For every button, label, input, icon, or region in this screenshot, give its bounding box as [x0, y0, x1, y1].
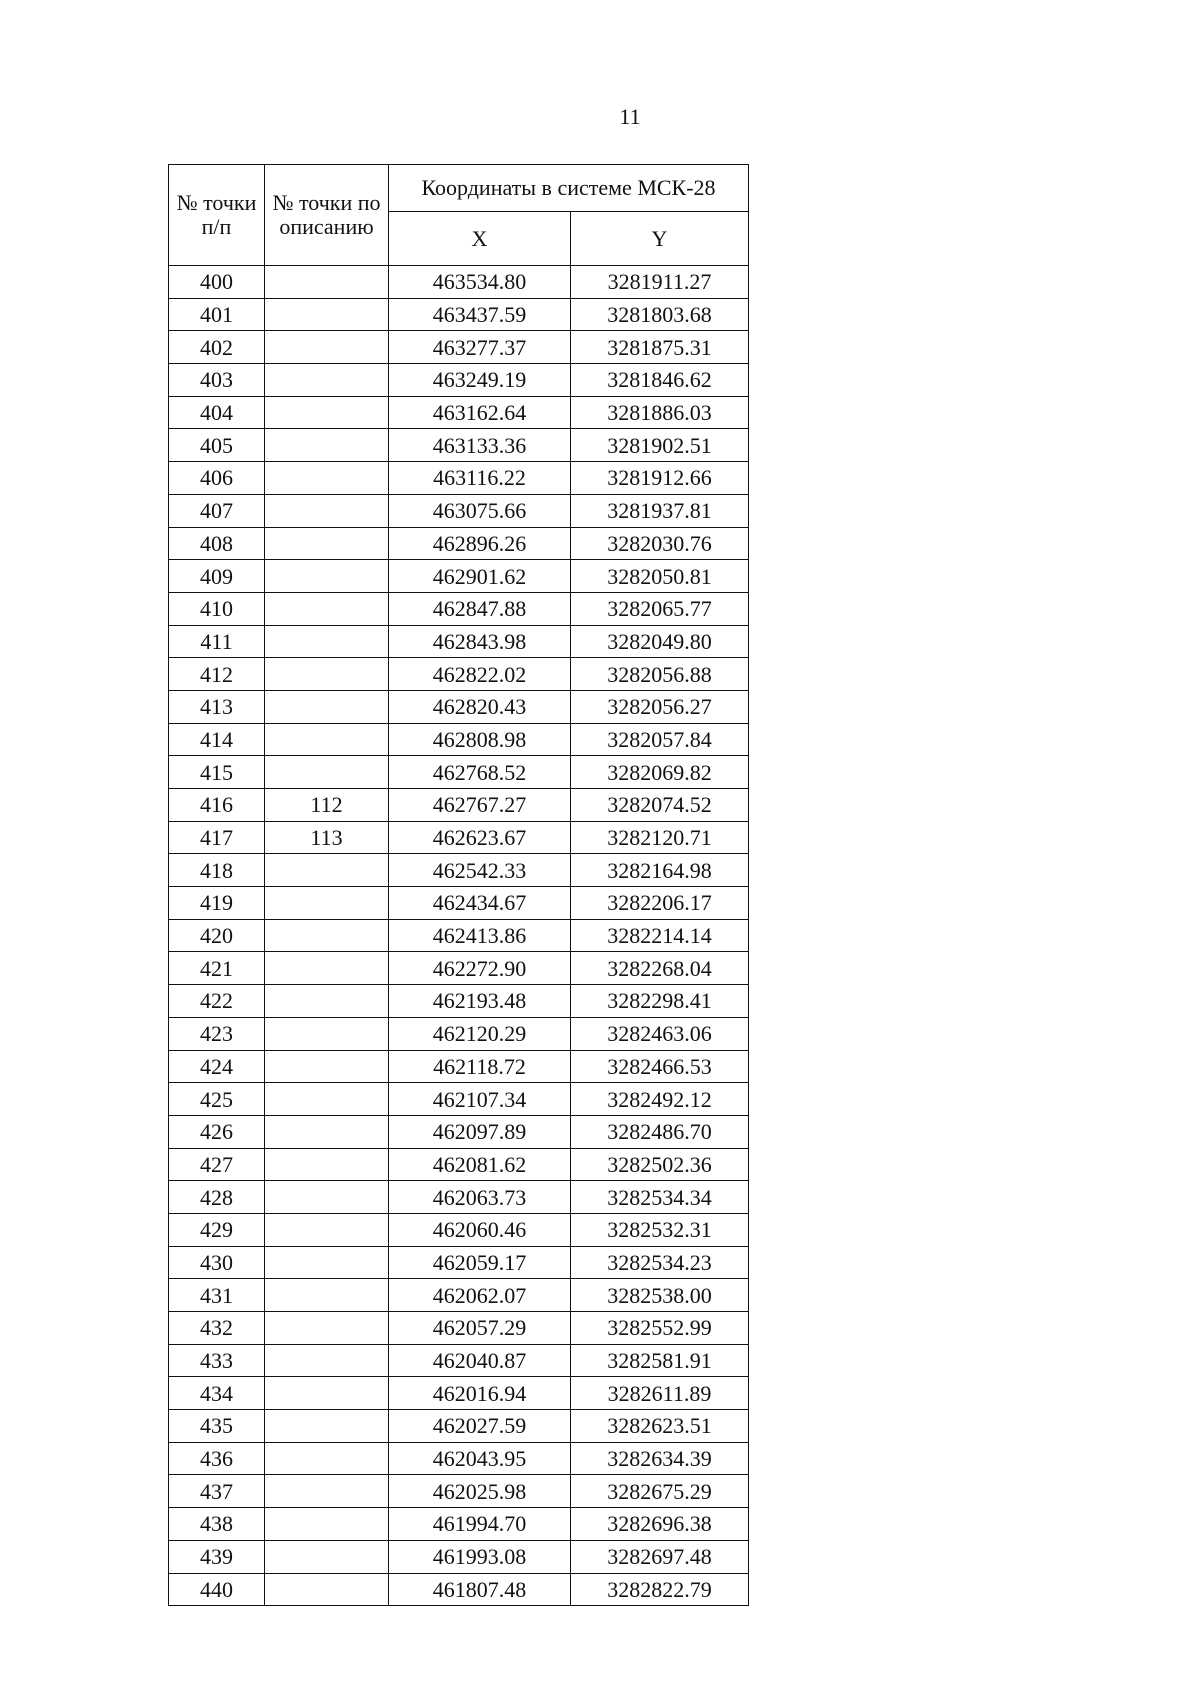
cell-y: 3282120.71 [571, 821, 749, 854]
cell-y: 3282538.00 [571, 1279, 749, 1312]
cell-point-number: 424 [169, 1050, 265, 1083]
cell-point-number: 401 [169, 298, 265, 331]
table-row [169, 1475, 749, 1508]
cell-x: 462434.67 [389, 887, 571, 920]
cell-y: 3282534.34 [571, 1181, 749, 1214]
table-row [169, 1344, 749, 1377]
header-y: Y [571, 212, 749, 266]
cell-y: 3282030.76 [571, 527, 749, 560]
cell-point-description [265, 985, 389, 1018]
cell-point-number: 421 [169, 952, 265, 985]
cell-y: 3281937.81 [571, 494, 749, 527]
cell-x: 463116.22 [389, 462, 571, 495]
cell-x: 462272.90 [389, 952, 571, 985]
cell-point-description [265, 1246, 389, 1279]
cell-y: 3281886.03 [571, 396, 749, 429]
cell-y: 3282463.06 [571, 1017, 749, 1050]
cell-point-description [265, 658, 389, 691]
cell-point-number: 405 [169, 429, 265, 462]
cell-x: 462413.86 [389, 919, 571, 952]
cell-point-description [265, 690, 389, 723]
cell-x: 462120.29 [389, 1017, 571, 1050]
cell-point-number: 413 [169, 690, 265, 723]
cell-y: 3282069.82 [571, 756, 749, 789]
cell-point-description [265, 723, 389, 756]
table-row [169, 1083, 749, 1116]
cell-point-description: 113 [265, 821, 389, 854]
cell-point-description [265, 1279, 389, 1312]
cell-x: 461807.48 [389, 1573, 571, 1606]
cell-point-description [265, 854, 389, 887]
table-row [169, 331, 749, 364]
cell-point-number: 418 [169, 854, 265, 887]
cell-y: 3282581.91 [571, 1344, 749, 1377]
cell-y: 3282552.99 [571, 1312, 749, 1345]
cell-point-description [265, 1083, 389, 1116]
cell-point-number: 411 [169, 625, 265, 658]
table-row [169, 1148, 749, 1181]
table-row [169, 756, 749, 789]
table-row [169, 1050, 749, 1083]
cell-point-number: 436 [169, 1442, 265, 1475]
cell-x: 462767.27 [389, 789, 571, 822]
cell-point-description [265, 331, 389, 364]
cell-x: 461993.08 [389, 1540, 571, 1573]
cell-x: 462768.52 [389, 756, 571, 789]
cell-point-description [265, 919, 389, 952]
cell-y: 3282057.84 [571, 723, 749, 756]
cell-y: 3281875.31 [571, 331, 749, 364]
cell-x: 462057.29 [389, 1312, 571, 1345]
table-row [169, 429, 749, 462]
cell-y: 3282675.29 [571, 1475, 749, 1508]
cell-point-number: 419 [169, 887, 265, 920]
cell-y: 3282611.89 [571, 1377, 749, 1410]
cell-point-number: 425 [169, 1083, 265, 1116]
cell-point-number: 404 [169, 396, 265, 429]
table-row [169, 887, 749, 920]
cell-x: 463075.66 [389, 494, 571, 527]
cell-x: 462040.87 [389, 1344, 571, 1377]
table-row [169, 396, 749, 429]
cell-point-number: 429 [169, 1213, 265, 1246]
cell-x: 461994.70 [389, 1508, 571, 1541]
cell-point-description [265, 952, 389, 985]
cell-point-description [265, 1017, 389, 1050]
table-row [169, 952, 749, 985]
table-row [169, 1312, 749, 1345]
cell-point-number: 433 [169, 1344, 265, 1377]
table-row [169, 462, 749, 495]
cell-point-description [265, 364, 389, 397]
table-row [169, 854, 749, 887]
table-row [169, 266, 749, 299]
cell-point-description [265, 1312, 389, 1345]
cell-y: 3282822.79 [571, 1573, 749, 1606]
page-number: 11 [619, 104, 641, 129]
cell-y: 3282206.17 [571, 887, 749, 920]
cell-x: 463162.64 [389, 396, 571, 429]
cell-point-description [265, 1148, 389, 1181]
cell-x: 462059.17 [389, 1246, 571, 1279]
cell-point-number: 428 [169, 1181, 265, 1214]
cell-point-description [265, 298, 389, 331]
cell-point-number: 406 [169, 462, 265, 495]
cell-y: 3282696.38 [571, 1508, 749, 1541]
cell-x: 462081.62 [389, 1148, 571, 1181]
cell-x: 462097.89 [389, 1115, 571, 1148]
cell-point-description [265, 560, 389, 593]
cell-x: 462063.73 [389, 1181, 571, 1214]
cell-x: 462542.33 [389, 854, 571, 887]
cell-y: 3282697.48 [571, 1540, 749, 1573]
cell-point-description [265, 887, 389, 920]
header-point-description: № точки по описанию [265, 165, 389, 266]
table-row [169, 592, 749, 625]
cell-y: 3282056.88 [571, 658, 749, 691]
cell-y: 3282268.04 [571, 952, 749, 985]
cell-y: 3282056.27 [571, 690, 749, 723]
cell-x: 462843.98 [389, 625, 571, 658]
cell-point-number: 408 [169, 527, 265, 560]
table-row [169, 690, 749, 723]
cell-x: 462847.88 [389, 592, 571, 625]
cell-y: 3282050.81 [571, 560, 749, 593]
cell-x: 463534.80 [389, 266, 571, 299]
cell-point-description [265, 1181, 389, 1214]
cell-point-description [265, 1213, 389, 1246]
cell-y: 3282466.53 [571, 1050, 749, 1083]
cell-point-number: 416 [169, 789, 265, 822]
cell-y: 3282492.12 [571, 1083, 749, 1116]
table-row [169, 494, 749, 527]
cell-x: 462060.46 [389, 1213, 571, 1246]
cell-point-number: 400 [169, 266, 265, 299]
cell-point-number: 407 [169, 494, 265, 527]
cell-point-description [265, 266, 389, 299]
table-row [169, 1279, 749, 1312]
cell-x: 462107.34 [389, 1083, 571, 1116]
cell-point-description [265, 462, 389, 495]
cell-y: 3281912.66 [571, 462, 749, 495]
table-row [169, 1017, 749, 1050]
cell-x: 463437.59 [389, 298, 571, 331]
cell-point-number: 439 [169, 1540, 265, 1573]
cell-y: 3282065.77 [571, 592, 749, 625]
cell-y: 3281911.27 [571, 266, 749, 299]
cell-point-description: 112 [265, 789, 389, 822]
table-row [169, 723, 749, 756]
cell-y: 3282214.14 [571, 919, 749, 952]
cell-point-number: 414 [169, 723, 265, 756]
table-row [169, 1377, 749, 1410]
table-row [169, 298, 749, 331]
cell-y: 3282074.52 [571, 789, 749, 822]
table-row [169, 364, 749, 397]
cell-point-number: 440 [169, 1573, 265, 1606]
cell-point-number: 423 [169, 1017, 265, 1050]
cell-x: 463133.36 [389, 429, 571, 462]
cell-x: 462027.59 [389, 1410, 571, 1443]
cell-point-description [265, 396, 389, 429]
cell-y: 3282486.70 [571, 1115, 749, 1148]
cell-y: 3281803.68 [571, 298, 749, 331]
cell-y: 3282049.80 [571, 625, 749, 658]
cell-x: 462193.48 [389, 985, 571, 1018]
cell-point-number: 409 [169, 560, 265, 593]
table-row [169, 821, 749, 854]
cell-point-description [265, 1508, 389, 1541]
cell-y: 3282532.31 [571, 1213, 749, 1246]
table-row [169, 985, 749, 1018]
table-row [169, 1181, 749, 1214]
cell-point-number: 402 [169, 331, 265, 364]
header-x: X [389, 212, 571, 266]
table-row [169, 1246, 749, 1279]
cell-point-description [265, 756, 389, 789]
cell-x: 462623.67 [389, 821, 571, 854]
cell-point-number: 412 [169, 658, 265, 691]
table-row [169, 919, 749, 952]
cell-point-description [265, 527, 389, 560]
cell-point-description [265, 1475, 389, 1508]
table-row [169, 527, 749, 560]
cell-point-number: 420 [169, 919, 265, 952]
cell-x: 462822.02 [389, 658, 571, 691]
cell-x: 463277.37 [389, 331, 571, 364]
cell-x: 462118.72 [389, 1050, 571, 1083]
cell-point-description [265, 1344, 389, 1377]
cell-y: 3282298.41 [571, 985, 749, 1018]
table-row [169, 625, 749, 658]
cell-point-description [265, 625, 389, 658]
cell-x: 462901.62 [389, 560, 571, 593]
cell-x: 462808.98 [389, 723, 571, 756]
table-row [169, 658, 749, 691]
cell-point-description [265, 494, 389, 527]
table-row [169, 1442, 749, 1475]
cell-point-number: 432 [169, 1312, 265, 1345]
cell-point-number: 415 [169, 756, 265, 789]
table-body [169, 266, 749, 1606]
table-row [169, 789, 749, 822]
table-row [169, 1410, 749, 1443]
cell-point-number: 403 [169, 364, 265, 397]
cell-point-number: 437 [169, 1475, 265, 1508]
table-row [169, 1540, 749, 1573]
cell-y: 3282164.98 [571, 854, 749, 887]
cell-point-number: 426 [169, 1115, 265, 1148]
table-row [169, 1115, 749, 1148]
cell-point-number: 435 [169, 1410, 265, 1443]
cell-point-description [265, 1410, 389, 1443]
cell-point-number: 422 [169, 985, 265, 1018]
cell-point-number: 410 [169, 592, 265, 625]
cell-point-number: 434 [169, 1377, 265, 1410]
coordinates-table [168, 164, 749, 1606]
cell-x: 463249.19 [389, 364, 571, 397]
table-row [169, 1213, 749, 1246]
cell-y: 3282502.36 [571, 1148, 749, 1181]
cell-point-number: 417 [169, 821, 265, 854]
cell-point-number: 427 [169, 1148, 265, 1181]
cell-point-number: 431 [169, 1279, 265, 1312]
cell-point-description [265, 1442, 389, 1475]
cell-point-description [265, 1540, 389, 1573]
cell-x: 462025.98 [389, 1475, 571, 1508]
cell-y: 3282623.51 [571, 1410, 749, 1443]
table-row [169, 1508, 749, 1541]
cell-x: 462820.43 [389, 690, 571, 723]
header-coordinates-group: Координаты в системе МСК-28 [389, 165, 749, 212]
cell-point-description [265, 429, 389, 462]
cell-point-description [265, 1050, 389, 1083]
cell-x: 462062.07 [389, 1279, 571, 1312]
cell-point-description [265, 1115, 389, 1148]
cell-point-description [265, 1573, 389, 1606]
cell-x: 462016.94 [389, 1377, 571, 1410]
cell-point-description [265, 1377, 389, 1410]
header-point-number: № точки п/п [169, 165, 265, 266]
cell-y: 3281846.62 [571, 364, 749, 397]
cell-point-number: 438 [169, 1508, 265, 1541]
cell-point-number: 430 [169, 1246, 265, 1279]
cell-point-description [265, 592, 389, 625]
table-row [169, 560, 749, 593]
cell-y: 3282634.39 [571, 1442, 749, 1475]
cell-x: 462043.95 [389, 1442, 571, 1475]
cell-y: 3281902.51 [571, 429, 749, 462]
cell-y: 3282534.23 [571, 1246, 749, 1279]
table-row [169, 1573, 749, 1606]
cell-x: 462896.26 [389, 527, 571, 560]
